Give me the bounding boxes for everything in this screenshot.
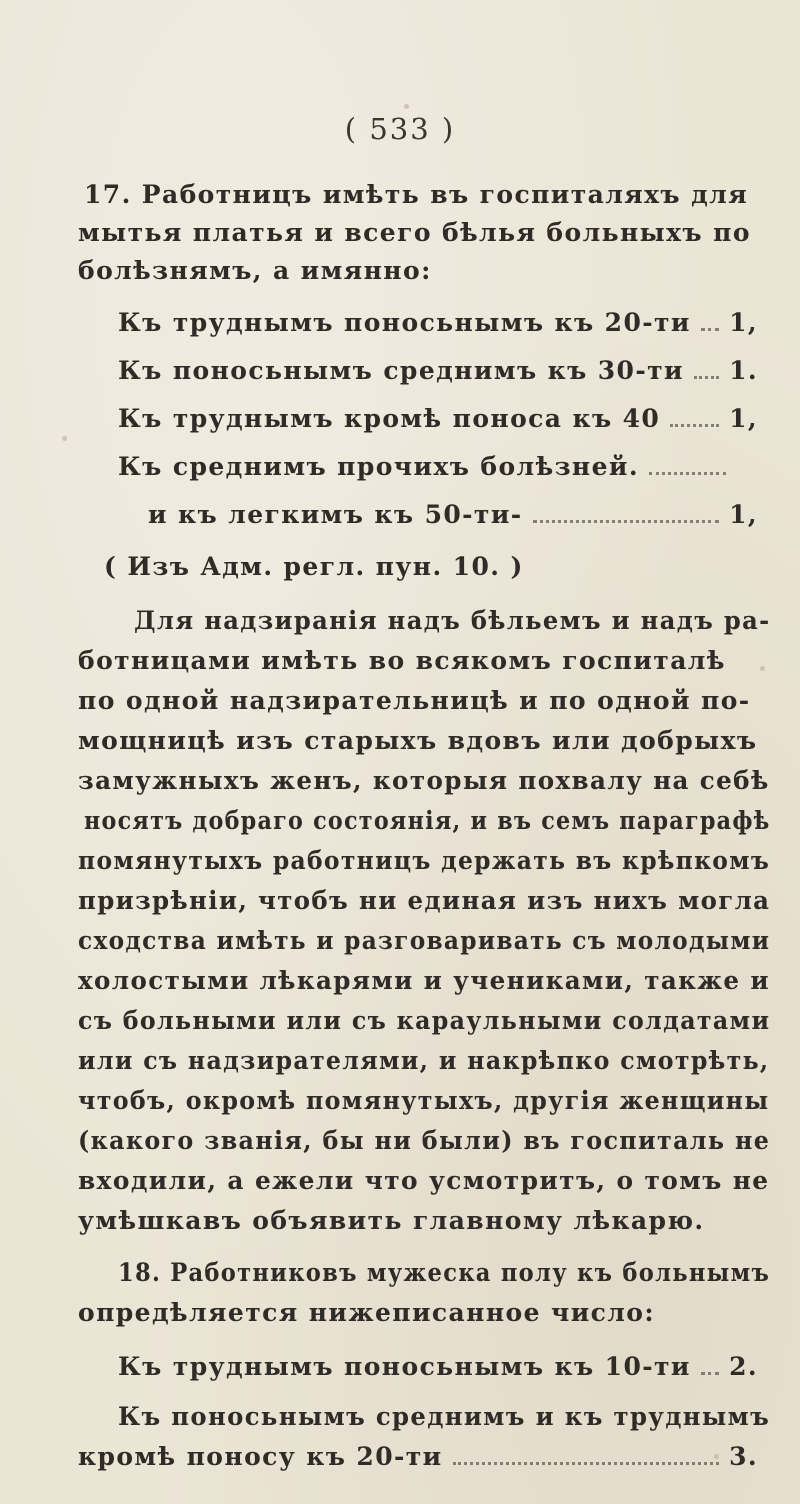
table-row-value: 1, bbox=[729, 308, 758, 337]
paragraph-line-8: призрѣніи, чтобъ ни единая изъ нихъ могла bbox=[78, 886, 771, 915]
table-row-label: кромѣ поносу къ 20-ти bbox=[78, 1442, 443, 1471]
leader-dots bbox=[453, 1448, 719, 1465]
paragraph-line-3: по одной надзирательницѣ и по одной по- bbox=[78, 686, 751, 715]
leader-dots bbox=[701, 314, 719, 331]
leader-dots bbox=[649, 458, 726, 475]
paragraph-line-16: умѣшкавъ объявить главному лѣкарю. bbox=[78, 1206, 705, 1235]
section-18-line-2: опредѣляется нижеписанное число: bbox=[78, 1298, 656, 1327]
table-row bbox=[118, 1352, 758, 1382]
page-number: ( 533 ) bbox=[344, 112, 456, 146]
paragraph-line-11: съ больными или съ караульными солдатами bbox=[78, 1006, 771, 1035]
table-row-value: 1, bbox=[729, 404, 758, 433]
table-row bbox=[78, 1442, 758, 1472]
paragraph-line-13: чтобъ, окромѣ помянутыхъ, другія женщины bbox=[78, 1086, 770, 1115]
paper-speck bbox=[760, 666, 765, 671]
table-row-label: Къ поносьнымъ среднимъ къ 30-ти bbox=[118, 356, 684, 385]
section-17-line-3: болѣзнямъ, а имянно: bbox=[78, 256, 432, 285]
paragraph-line-4: мощницѣ изъ старыхъ вдовъ или добрыхъ bbox=[78, 726, 758, 755]
section-17-line-2: мытья платья и всего бѣлья больныхъ по bbox=[78, 218, 751, 247]
paragraph-line-2: ботницами имѣть во всякомъ госпиталѣ bbox=[78, 646, 726, 675]
leader-dots bbox=[701, 1358, 719, 1375]
leader-dots bbox=[533, 506, 720, 523]
paragraph-line-14: (какого званія, бы ни были) въ госпиталь не bbox=[78, 1126, 771, 1155]
table-row-label: Къ среднимъ прочихъ болѣзней. bbox=[118, 452, 639, 481]
table-row-value: 1. bbox=[729, 356, 758, 385]
paragraph-line-12: или съ надзирателями, и накрѣпко смотрѣть, bbox=[78, 1046, 770, 1075]
leader-dots bbox=[694, 362, 719, 379]
section-17-source: ( Изъ Адм. регл. пун. 10. ) bbox=[104, 552, 524, 581]
paper-speck bbox=[404, 104, 409, 109]
leader-dots bbox=[670, 410, 719, 427]
paragraph-line-5: замужныхъ женъ, которыя похвалу на себѣ bbox=[78, 766, 770, 795]
paper-speck bbox=[714, 1454, 719, 1459]
section-18-line-1: 18. Работниковъ мужеска полу къ больнымъ bbox=[118, 1258, 771, 1287]
table-row-value: 2. bbox=[729, 1352, 758, 1381]
section-17-line-1: 17. Работницъ имѣть въ госпиталяхъ для bbox=[84, 180, 749, 209]
paragraph-line-10: холостыми лѣкарями и учениками, также и bbox=[78, 966, 770, 995]
table-row-label: и къ легкимъ къ 50-ти- bbox=[148, 500, 523, 529]
table-row bbox=[148, 500, 758, 530]
section-18-line-3: Къ поносьнымъ среднимъ и къ труднымъ bbox=[118, 1402, 771, 1431]
table-row bbox=[118, 452, 758, 482]
table-row-label: Къ труднымъ кромѣ поноса къ 40 bbox=[118, 404, 661, 433]
paragraph-line-6: носятъ добраго состоянія, и въ семъ параграфѣ bbox=[84, 806, 771, 835]
table-row bbox=[118, 308, 758, 338]
table-row-label: Къ труднымъ поносьнымъ къ 20-ти bbox=[118, 308, 691, 337]
table-row-label: Къ труднымъ поносьнымъ къ 10-ти bbox=[118, 1352, 691, 1381]
table-row-value: 3. bbox=[729, 1442, 758, 1471]
table-row bbox=[118, 356, 758, 386]
paper-speck bbox=[62, 436, 67, 441]
table-row bbox=[118, 404, 758, 434]
paragraph-line-15: входили, а ежели что усмотритъ, о томъ не bbox=[78, 1166, 770, 1195]
paragraph-line-9: сходства имѣть и разговаривать съ молодыми bbox=[78, 926, 771, 955]
paragraph-line-1: Для надзиранія надъ бѣльемъ и надъ ра- bbox=[134, 606, 771, 635]
paragraph-line-7: помянутыхъ работницъ держать въ крѣпкомъ bbox=[78, 846, 771, 875]
table-row-value: 1, bbox=[729, 500, 758, 529]
